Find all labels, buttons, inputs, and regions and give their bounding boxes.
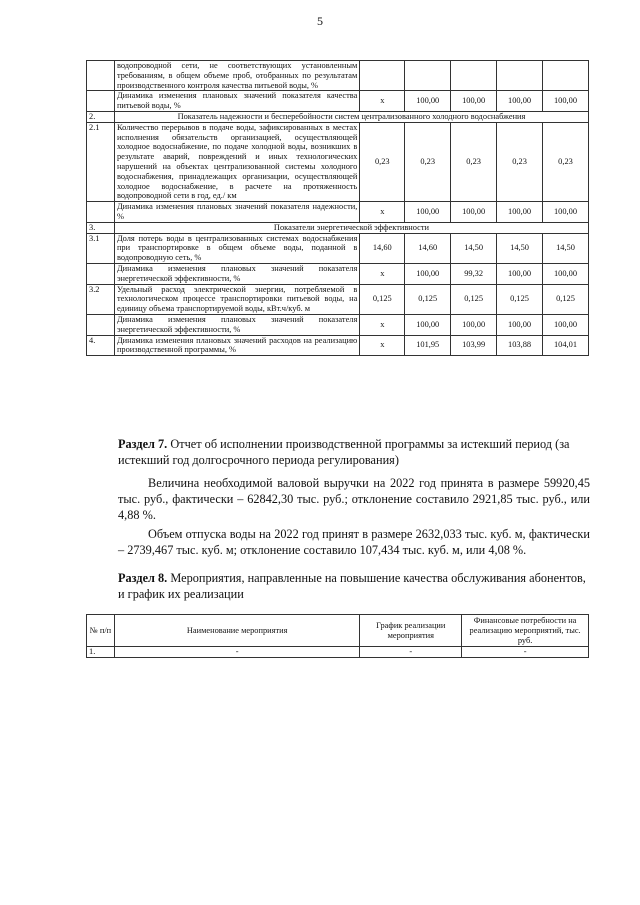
row-number: 2. [87,111,115,122]
indicator-value: 103,88 [497,335,543,356]
indicator-description: Удельный расход электрической энергии, потребляемой в технологическом процессе транспортировки питьевой воды, на единицу объема транспортируемой воды, кВт.ч/куб. м [114,284,359,314]
section7-title: Отчет об исполнении производственной программы за истекший период (за истекший год долгосрочного периода регулирования) [118,437,570,467]
section-row [87,222,589,233]
indicator-value: x [360,335,405,356]
row-number: 2.1 [87,122,115,201]
indicator-value: 100,00 [543,91,589,112]
section-title: Показатели энергетической эффективности [114,222,588,233]
indicator-value: 0,125 [451,284,497,314]
indicator-value: 100,00 [451,202,497,223]
indicator-value: 100,00 [497,314,543,335]
header-number: № п/п [87,615,115,647]
indicator-value: 100,00 [497,91,543,112]
indicator-description: Динамика изменения плановых значений расходов на реализацию производственной программы, % [114,335,359,356]
section7-label: Раздел 7. [118,437,168,451]
indicator-value: 99,32 [451,263,497,284]
indicator-value: 100,00 [405,91,451,112]
indicator-value: 100,00 [543,314,589,335]
row-number [87,202,115,223]
row-number [87,314,115,335]
indicator-value: 100,00 [543,263,589,284]
indicator-row [87,202,589,223]
indicator-row [87,335,589,356]
indicator-value: 0,23 [360,122,405,201]
indicator-row [87,61,589,91]
indicator-value: 101,95 [405,335,451,356]
indicator-description: Количество перерывов в подаче воды, зафиксированных в местах исполнения обязательств организацией, осуществляющей холодное водоснабжение, по подаче холодной воды, возникших в результате аварий, повреждений и иных технологических нарушений на объектах централизованной системы холодного водоснабжения, принадлежащих организации, осуществляющей холодное водоснабжение, в расчете на протяженность водопроводной сети в год, ед./ км [114,122,359,201]
header-schedule: График реализации мероприятия [360,615,462,647]
indicator-value: 100,00 [451,91,497,112]
indicator-value [405,61,451,91]
indicator-value: 100,00 [405,263,451,284]
indicator-value: x [360,202,405,223]
indicator-value: 0,23 [497,122,543,201]
indicator-value: 104,01 [543,335,589,356]
section8-label: Раздел 8. [118,571,168,585]
indicator-description: Динамика изменения плановых значений показателя надежности, % [114,202,359,223]
indicator-value: 0,125 [497,284,543,314]
indicator-row [87,122,589,201]
page-number: 5 [317,14,323,28]
indicator-value: 100,00 [543,202,589,223]
measures-header-row [87,615,589,647]
indicator-value: x [360,263,405,284]
indicator-value: x [360,91,405,112]
cell-number: 1. [87,647,115,658]
row-number: 3.1 [87,233,115,263]
indicator-value: 100,00 [497,263,543,284]
indicator-row [87,233,589,263]
row-number [87,263,115,284]
row-number: 3. [87,222,115,233]
header-financial-needs: Финансовые потребности на реализацию мероприятий, тыс. руб. [462,615,589,647]
indicator-description: Доля потерь воды в централизованных системах водоснабжения при транспортировке в общем объеме воды, поданной в водопроводную сеть, % [114,233,359,263]
indicator-value: 14,50 [497,233,543,263]
section-title: Показатель надежности и бесперебойности систем централизованного холодного водоснабжения [114,111,588,122]
header-measure-name: Наименование мероприятия [114,615,359,647]
indicator-value: 100,00 [405,314,451,335]
indicator-value: 0,125 [405,284,451,314]
indicator-description: Динамика изменения плановых значений показателя качества питьевой воды, % [114,91,359,112]
indicator-value [497,61,543,91]
indicator-value: 14,60 [360,233,405,263]
indicator-value: 100,00 [405,202,451,223]
section8-title: Мероприятия, направленные на повышение качества обслуживания абонентов, и график их реализации [118,571,586,601]
row-number: 3.2 [87,284,115,314]
indicator-value [543,61,589,91]
row-number: 4. [87,335,115,356]
indicator-row [87,91,589,112]
indicator-value [451,61,497,91]
indicator-value: 14,60 [405,233,451,263]
indicators-table [86,60,589,356]
indicator-value: 0,23 [405,122,451,201]
indicator-value: 103,99 [451,335,497,356]
section7-paragraph-volume: Объем отпуска воды на 2022 год принят в размере 2632,033 тыс. куб. м, фактически – 2739,467 тыс. куб. м; отклонение составило 107,434 тыс. куб. м, или 4,08 %. [118,527,590,557]
indicator-value: 100,00 [497,202,543,223]
section8-heading [118,570,590,602]
indicator-value: 0,125 [360,284,405,314]
indicator-row [87,263,589,284]
indicator-row [87,314,589,335]
section7-heading [118,436,590,468]
indicator-value: 0,23 [543,122,589,201]
indicator-value: x [360,314,405,335]
measures-row [87,647,589,658]
indicator-description: Динамика изменения плановых значений показателя энергетической эффективности, % [114,263,359,284]
indicator-value: 100,00 [451,314,497,335]
indicator-value: 14,50 [451,233,497,263]
section7-paragraph-revenue: Величина необходимой валовой выручки на 2022 год принята в размере 59920,45 тыс. руб., фактически – 62842,30 тыс. руб.; отклонение составило 2921,85 тыс. руб., или 4,88 %. [118,476,590,522]
indicator-value: 0,125 [543,284,589,314]
section-row [87,111,589,122]
cell-schedule: - [360,647,462,658]
cell-financial-needs: - [462,647,589,658]
indicator-description: Динамика изменения плановых значений показателя энергетической эффективности, % [114,314,359,335]
row-number [87,91,115,112]
indicator-description: водопроводной сети, не соответствующих установленным требованиям, в общем объеме проб, отобранных по результатам производственного контроля качества питьевой воды, % [114,61,359,91]
indicator-value: 14,50 [543,233,589,263]
cell-measure-name: - [114,647,359,658]
row-number [87,61,115,91]
indicator-row [87,284,589,314]
indicator-value [360,61,405,91]
measures-table [86,614,589,658]
indicator-value: 0,23 [451,122,497,201]
